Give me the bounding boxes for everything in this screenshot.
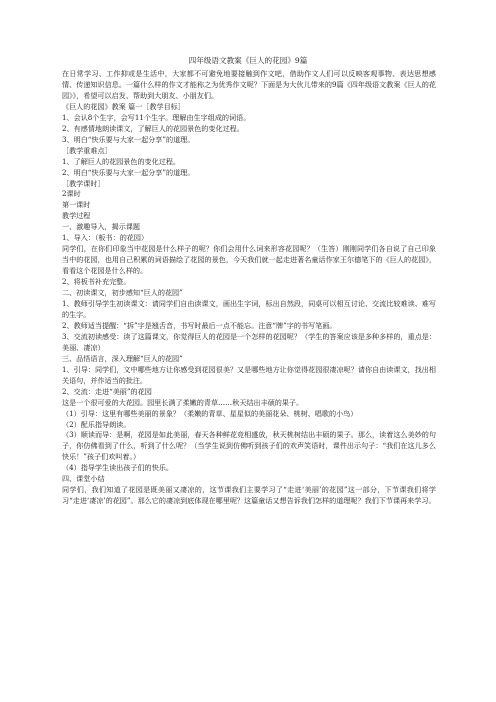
paragraph: 3、交流初读感受：读了这篇课文，你觉得巨人的花园是一个怎样的花园呢？（学生的答案应该是多种多样的，重点是：美丽、凄凉） bbox=[62, 331, 436, 352]
paragraph: 第一课时 bbox=[62, 200, 91, 210]
paragraph: 教学过程 bbox=[62, 211, 91, 221]
paragraph: （1）引导：这里有哪些美丽的景象？（柔嫩的青草、星星似的美丽花朵、桃树、唱歌的小鸟） bbox=[62, 408, 358, 418]
paragraph: 这是一个很可爱的大花园。园里长满了柔嫩的青草……秋天结出丰硕的果子。 bbox=[62, 397, 304, 407]
paragraph: 《巨人的花园》教案 篇一［教学目标］ bbox=[62, 101, 185, 111]
paragraph: 同学们，在你们印象当中花园是什么样子的呢？你们会用什么词来形容花园呢？（生答）刚刚同学们各自说了自己印象当中的花园，也用自己积累的词语描绘了花园的景色，今天我们就一起走进著名童话作家王尔德笔下的《巨人的花园》，看看这个花园是什么样的。 bbox=[62, 244, 436, 276]
document-body bbox=[62, 69, 436, 507]
paragraph: 同学们，我们知道了花园是既美丽又凄凉的，这节课我们主要学习了“走进‘美丽’的花园”这一部分，下节课我们将学习“走进‘凄凉’的花园”。那么它的凄凉到底体现在哪里呢？这篇童话又想告诉我们怎样的道理呢？我们下节课再来学习。 bbox=[62, 485, 436, 506]
paragraph: （2）配乐指导朗读。 bbox=[62, 419, 131, 429]
paragraph: 二、初读课文，初步感知“巨人的花园” bbox=[62, 288, 183, 298]
paragraph: 2、有感情地朗读课文，了解巨人的花园景色的变化过程。 bbox=[62, 123, 244, 133]
paragraph: 2、将板书补充完整。 bbox=[62, 277, 131, 287]
paragraph: 1、了解巨人的花园景色的变化过程。 bbox=[62, 156, 181, 166]
paragraph: 1、教师引导学生初读课文：请同学们自由读课文，画出生字词，标出自然段，同桌可以相互讨论、交流比较难读、难写的生字。 bbox=[62, 299, 436, 319]
paragraph: 2、交流：走进“美丽”的花园 bbox=[62, 386, 152, 396]
paragraph: 2、教师适当提醒：“拆”字是翘舌音，书写时最后一点不能忘。注意“牌”字的书写笔画。 bbox=[62, 320, 337, 330]
paragraph: 一、激趣导入，揭示课题 bbox=[62, 222, 141, 232]
paragraph: 在日常学习、工作抑或是生活中，大家都不可避免地要接触到作文吧，借助作文人们可以反映客观事物、表达思想感情、传递知识信息。一篇什么样的作文才能称之为优秀作文呢？下面是为大伙儿带来的9篇《四年级语文教案《巨人的花园》》，希望可以启发、帮助到大朋友、小朋友们。 bbox=[62, 69, 436, 100]
paragraph: 三、品悟语言，深入理解“巨人的花园” bbox=[62, 353, 183, 363]
paragraph: （4）指导学生读出孩子们的快乐。 bbox=[62, 463, 173, 473]
paragraph: 2课时 bbox=[62, 189, 81, 199]
paragraph: 1、引导：同学们，文中哪些地方让你感受到花园很美？又是哪些地方让你觉得花园很凄凉呢？请你自由读课文，找出相关语句，并作适当的批注。 bbox=[62, 364, 436, 385]
paragraph: 3、明白“快乐要与大家一起分享”的道理。 bbox=[62, 134, 195, 144]
paragraph: 1、导入：（板书：的花园） bbox=[62, 233, 149, 243]
paragraph: ［教学课时］ bbox=[62, 178, 105, 188]
paragraph: 四、课堂小结 bbox=[62, 474, 105, 484]
paragraph: 1、会认8个生字，会写11个生字。理解由生字组成的词语。 bbox=[62, 112, 251, 122]
paragraph: 2、明白“快乐要与大家一起分享”的道理。 bbox=[62, 167, 195, 177]
document-title: 四年级语文教案《巨人的花园》9篇 bbox=[188, 56, 308, 65]
paragraph: （3）顺读而导：是啊，花园是如此美丽，春天各种鲜花竞相盛放，秋天桃树结出丰硕的果子。那么，读着这么美妙的句子，你仿佛看到了什么，听到了什么呢？（当学生说到仿佛听到孩子们的欢声笑语时，课件出示句子：“我们在这儿多么快乐！”孩子们欢叫着。） bbox=[62, 430, 436, 462]
paragraph: ［教学重难点］ bbox=[62, 145, 112, 155]
